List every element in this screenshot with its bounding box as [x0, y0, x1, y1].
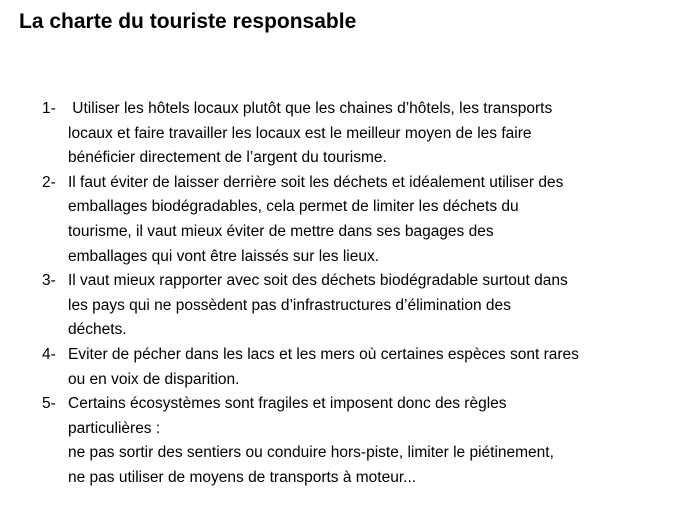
- item-number: 2-: [42, 173, 56, 191]
- item-line: emballages biodégradables, cela permet de limiter les déchets du: [68, 198, 519, 216]
- item-number: 1-: [42, 100, 56, 117]
- item-line: ne pas sortir des sentiers ou conduire hors-piste, limiter le piétinement,: [68, 444, 554, 462]
- item-line: tourisme, il vaut mieux éviter de mettre dans ses bagages des: [68, 222, 494, 240]
- item-line: ou en voix de disparition.: [68, 370, 240, 388]
- item-line: bénéficier directement de l’argent du tourisme.: [68, 149, 387, 167]
- item-line: Il faut éviter de laisser derrière soit les déchets et idéalement utiliser des: [68, 173, 564, 191]
- item-number: 5-: [42, 395, 56, 413]
- list-item: [42, 392, 642, 490]
- item-line: Il vaut mieux rapporter avec soit des déchets biodégradable surtout dans: [68, 272, 568, 290]
- item-text: [68, 392, 642, 490]
- page-title: La charte du touriste responsable: [19, 10, 357, 33]
- list-item: [42, 343, 642, 392]
- list-item: [42, 269, 642, 343]
- item-text: [68, 171, 642, 269]
- item-line: Eviter de pécher dans les lacs et les mers où certaines espèces sont rares: [68, 345, 579, 363]
- item-text: [68, 269, 642, 343]
- item-number: 3-: [42, 272, 56, 290]
- item-line: les pays qui ne possèdent pas d’infrastructures d’élimination des: [68, 296, 511, 314]
- charter-list: [42, 97, 642, 491]
- item-number: 4-: [42, 345, 56, 363]
- item-text: [68, 97, 642, 171]
- list-item: [42, 97, 642, 171]
- item-line: Certains écosystèmes sont fragiles et imposent donc des règles: [68, 395, 507, 413]
- item-line: locaux et faire travailler les locaux est le meilleur moyen de les faire: [68, 124, 532, 142]
- item-line: Utiliser les hôtels locaux plutôt que les chaines d’hôtels, les transports: [68, 100, 553, 117]
- list-item: [42, 171, 642, 269]
- item-line: emballages qui vont être laissés sur les lieux.: [68, 247, 380, 265]
- item-line: ne pas utiliser de moyens de transports à moteur...: [68, 468, 417, 486]
- item-text: [68, 343, 642, 392]
- item-line: déchets.: [68, 321, 127, 339]
- item-line: particulières :: [68, 419, 161, 437]
